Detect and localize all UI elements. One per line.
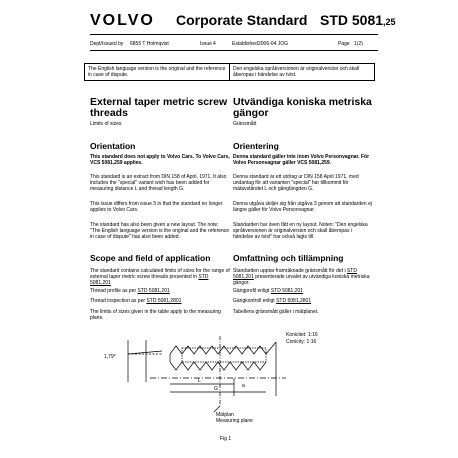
issue-label: Issue xyxy=(200,41,212,47)
taper-label-en: Conicity: 1:16 xyxy=(286,339,317,345)
paragraph-layout-en: The standard has also been given a new layout. The note: "The English language version is the original and the reference in case of dispute" has also been added. xyxy=(90,222,230,240)
established-label: Established xyxy=(232,41,258,47)
volvo-logo: VOLVO xyxy=(90,12,155,29)
established-value: 2006-04 JOG xyxy=(258,41,289,47)
scope-heading-en: Scope and field of application xyxy=(90,253,211,263)
subtitle-sv: Gränsmått xyxy=(233,121,257,127)
inspection-line-en xyxy=(90,298,230,304)
orientation-note-en: This standard does not apply to Volvo Cars. To Volvo Cars, VCS 5081,259 applies. xyxy=(90,154,230,166)
subtitle-en: Limits of sizes xyxy=(90,121,122,127)
paragraph-extract-sv: Denna standard är ett utdrag ur DIN 158 April 1971, med undantag för att varianten "special" har tillkommit för mätavståndet L och gänglängden G. xyxy=(233,174,359,192)
taper-line xyxy=(128,351,162,354)
issued-by-value: 6855 T Holmqvist xyxy=(130,41,169,47)
page-value: 1(2) xyxy=(354,41,363,47)
document-type: Corporate Standard xyxy=(176,12,308,28)
angle-label: 1,79° xyxy=(104,354,116,360)
orientation-note-sv: Denna standard gäller inte inom Volvo Personvagnar. För Volvo Personvagnar gäller VCS 5081,259. xyxy=(233,154,370,166)
dimension-l-label: L xyxy=(198,378,201,384)
notice-sv: Den engelska språkversionen är originalversion och skall åberopas i händelse av tvist. xyxy=(229,63,375,81)
figure-caption: Fig 1 xyxy=(220,436,232,442)
thread-profile-bottom xyxy=(170,362,266,370)
profile-line-en xyxy=(90,288,230,294)
issue-value: 4 xyxy=(213,41,216,47)
scope-paragraph-sv xyxy=(233,268,373,286)
measuring-plane-label-sv: Mätplan xyxy=(216,412,234,418)
hatched-section xyxy=(182,348,266,362)
standard-number-suffix: ,25 xyxy=(383,17,396,27)
standard-number xyxy=(320,12,396,28)
profile-line-sv xyxy=(233,288,373,294)
thread-figure xyxy=(90,326,380,426)
profile-reference-link-sv[interactable]: STD 5081,201 xyxy=(270,288,304,294)
scope-heading-sv: Omfattning och tillämpning xyxy=(233,253,344,263)
dimension-a-label: a xyxy=(242,383,245,389)
inspection-text-en: Thread inspection as per xyxy=(90,298,146,304)
scope-reference-link-sv[interactable]: STD 5081,201 xyxy=(233,268,357,280)
title-en: External taper metric screw threads xyxy=(90,96,228,119)
orientation-heading-sv: Orientering xyxy=(233,141,279,151)
page-label: Page xyxy=(338,41,350,47)
chamfer-line xyxy=(266,342,276,354)
paragraph-extract-en: This standard is an extract from DIN 158 of April, 1971. It also includes the "special" variant wich has been added for measuring distance L and thread length G. xyxy=(90,174,227,192)
orientation-heading-en: Orientation xyxy=(90,141,136,151)
limits-paragraph-en: The limits of sizes given in the table apply to the measuring plane. xyxy=(90,309,221,321)
measuring-plane-label-en: Measuring plane xyxy=(216,418,253,424)
notice-en: The English language version is the original and the reference in case of dispute. xyxy=(84,63,230,81)
thread-profile-top xyxy=(170,346,266,354)
standard-number-main: STD 5081 xyxy=(320,12,384,28)
paragraph-issue-sv: Denna utgåva skiljer sig från utgåva 3 genom att standarden ej längre gäller för Volvo Personvagnar. xyxy=(233,201,372,213)
profile-text-en: Thread profile as per xyxy=(90,288,137,294)
taper-label-sv: Konicitet: 1:16 xyxy=(286,332,318,338)
header-rule-top xyxy=(90,34,378,35)
dimension-g-label: G xyxy=(214,386,218,392)
scope-paragraph-en xyxy=(90,268,230,286)
header-rule-bottom xyxy=(90,50,378,51)
scope-text-1-sv: Standarden upptar framräknade gränsmått för det i xyxy=(233,268,346,274)
title-sv: Utvändiga koniska metriska gängor xyxy=(233,96,372,119)
issued-by-label: Dept/Issued by xyxy=(90,41,124,47)
inspection-line-sv xyxy=(233,298,373,304)
paragraph-layout-sv: Standarden har även fått en ny layout. Noten: "Den engelska språkversionen är originalversion och skall åberopas i händelse av tvist" har också lagts till. xyxy=(233,222,368,240)
inspection-reference-link-en[interactable]: STD 5081,2801 xyxy=(146,298,182,304)
limits-paragraph-sv: Tabellens gränsmått gäller i mätplanet. xyxy=(233,309,319,315)
paragraph-issue-en: This issue differs from issue 3 in that the standard no longer applies to Volvo Cars. xyxy=(90,201,223,213)
inspection-text-sv: Gängkontroll enligt xyxy=(233,298,275,304)
profile-text-sv: Gängprofil enligt xyxy=(233,288,270,294)
scope-text-2-sv: presenterade urvalet av utvändiga koniska metriska gängor. xyxy=(233,274,370,286)
scope-text-en: The standard contains calculated limits of sizes for the range of external taper metric screw threads presented in xyxy=(90,268,230,280)
inspection-reference-link-sv[interactable]: STD 5081,2801 xyxy=(276,298,312,304)
scope-reference-link-en[interactable]: STD 5081,201 xyxy=(90,274,209,286)
profile-reference-link-en[interactable]: STD 5081,201 xyxy=(137,288,170,294)
